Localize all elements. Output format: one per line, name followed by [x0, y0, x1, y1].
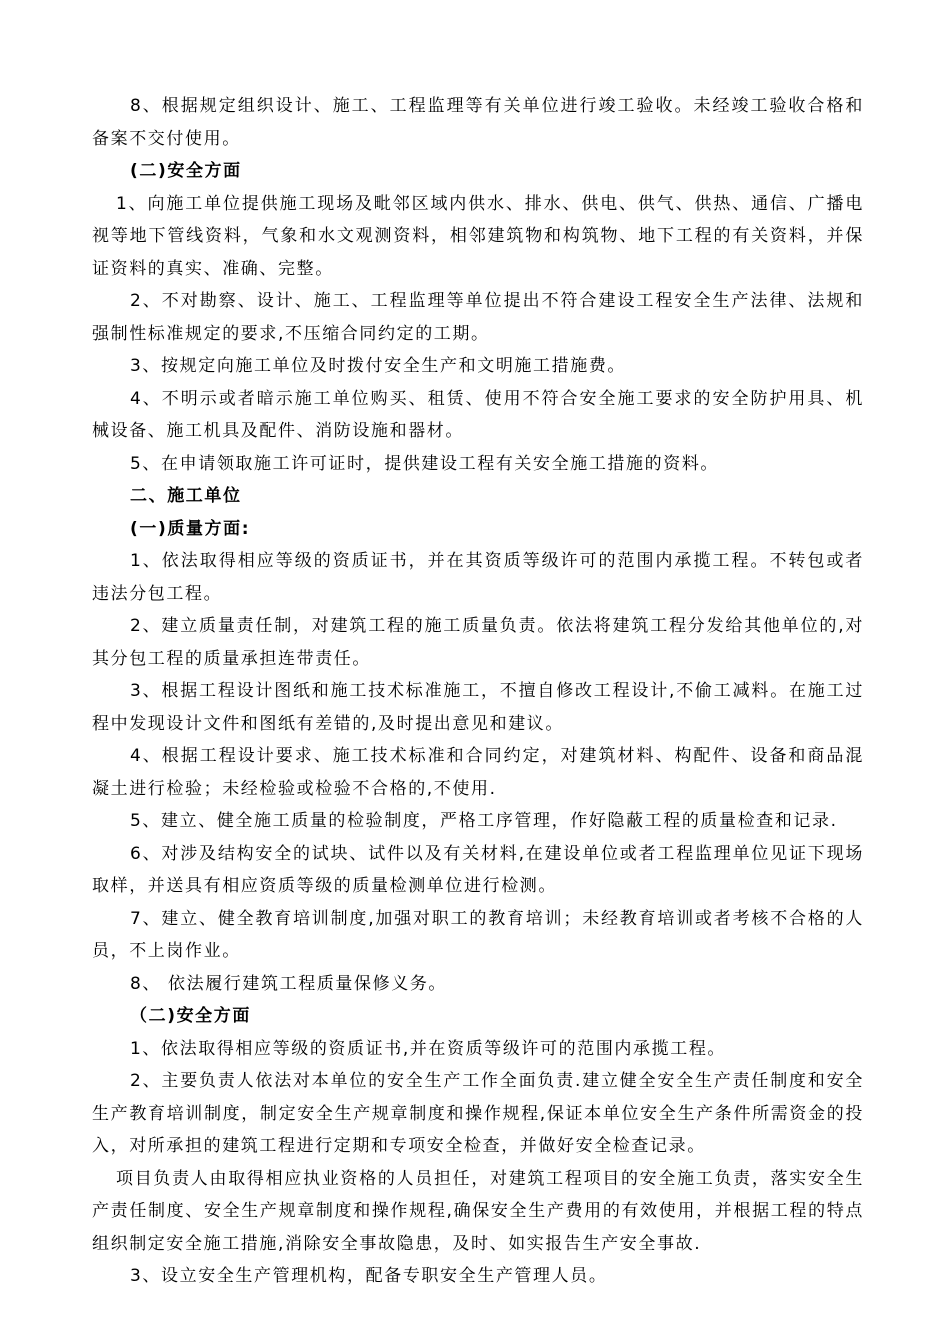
paragraph-item-4-no-substandard-equipment: 4、不明示或者暗示施工单位购买、租赁、使用不符合安全施工要求的安全防护用具、机械设备、施工机具及配件、消防设施和器材。 — [92, 388, 864, 441]
paragraph-safety-2-principal: 2、主要负责人依法对本单位的安全生产工作全面负责.建立健全安全生产责任制度和安全生产教育培训制度，制定安全生产规章制度和操作规程,保证本单位安全生产条件所需资金的投入，对所承担的建筑工程进行定期和专项安全检查，并做好安全检查记录。 — [92, 1071, 864, 1156]
section-heading-safety-owner: (二)安全方面 — [130, 161, 242, 181]
paragraph-quality-2-responsibility: 2、建立质量责任制，对建筑工程的施工质量负责。依法将建筑工程分发给其他单位的,对其分包工程的质量承担连带责任。 — [92, 616, 864, 669]
paragraph-safety-1-qualification: 1、依法取得相应等级的资质证书,并在资质等级许可的范围内承揽工程。 — [130, 1038, 727, 1059]
document-page — [92, 90, 864, 1293]
section-heading-construction-unit: 二、施工单位 — [130, 486, 242, 506]
paragraph-safety-project-manager: 项目负责人由取得相应执业资格的人员担任，对建筑工程项目的安全施工负责，落实安全生产责任制度、安全生产规章制度和操作规程,确保安全生产费用的有效使用，并根据工程的特点组织制定安全施工措施,消除安全事故隐患，及时、如实报告生产安全事故. — [92, 1168, 864, 1254]
paragraph-quality-1-qualification: 1、依法取得相应等级的资质证书，并在其资质等级许可的范围内承揽工程。不转包或者违法分包工程。 — [92, 551, 864, 604]
paragraph-quality-3-design-standards: 3、根据工程设计图纸和施工技术标准施工，不擅自修改工程设计,不偷工减料。在施工过程中发现设计文件和图纸有差错的,及时提出意见和建议。 — [92, 681, 864, 734]
paragraph-item-3-safety-fees: 3、按规定向施工单位及时拨付安全生产和文明施工措施费。 — [130, 356, 627, 376]
paragraph-item-8-acceptance: 8、根据规定组织设计、施工、工程监理等有关单位进行竣工验收。未经竣工验收合格和备案不交付使用。 — [92, 96, 864, 149]
paragraph-quality-8-warranty: 8、 依法履行建筑工程质量保修义务。 — [130, 973, 448, 994]
subsection-heading-safety: （二)安全方面 — [130, 1006, 251, 1026]
paragraph-safety-3-management-body: 3、设立安全生产管理机构，配备专职安全生产管理人员。 — [130, 1266, 608, 1286]
subsection-heading-quality: (一)质量方面: — [130, 518, 251, 539]
paragraph-quality-5-inspection-system: 5、建立、健全施工质量的检验制度，严格工序管理，作好隐蔽工程的质量检查和记录. — [130, 811, 838, 831]
paragraph-item-1-provide-data: 1、向施工单位提供施工现场及毗邻区域内供水、排水、供电、供气、供热、通信、广播电视等地下管线资料，气象和水文观测资料，相邻建筑物和构筑物、地下工程的有关资料，并保证资料的真实、准确、完整。 — [92, 193, 864, 279]
paragraph-quality-7-training: 7、建立、健全教育培训制度,加强对职工的教育培训；未经教育培训或者考核不合格的人员，不上岗作业。 — [92, 908, 864, 961]
paragraph-quality-6-sampling: 6、对涉及结构安全的试块、试件以及有关材料,在建设单位或者工程监理单位见证下现场取样，并送具有相应资质等级的质量检测单位进行检测。 — [92, 843, 864, 896]
paragraph-item-2-no-illegal-demands: 2、不对勘察、设计、施工、工程监理等单位提出不符合建设工程安全生产法律、法规和强制性标准规定的要求,不压缩合同约定的工期。 — [92, 291, 864, 344]
paragraph-item-5-permit-data: 5、在申请领取施工许可证时，提供建设工程有关安全施工措施的资料。 — [130, 453, 720, 474]
paragraph-quality-4-inspection: 4、根据工程设计要求、施工技术标准和合同约定，对建筑材料、构配件、设备和商品混凝土进行检验；未经检验或检验不合格的,不使用. — [92, 746, 864, 799]
